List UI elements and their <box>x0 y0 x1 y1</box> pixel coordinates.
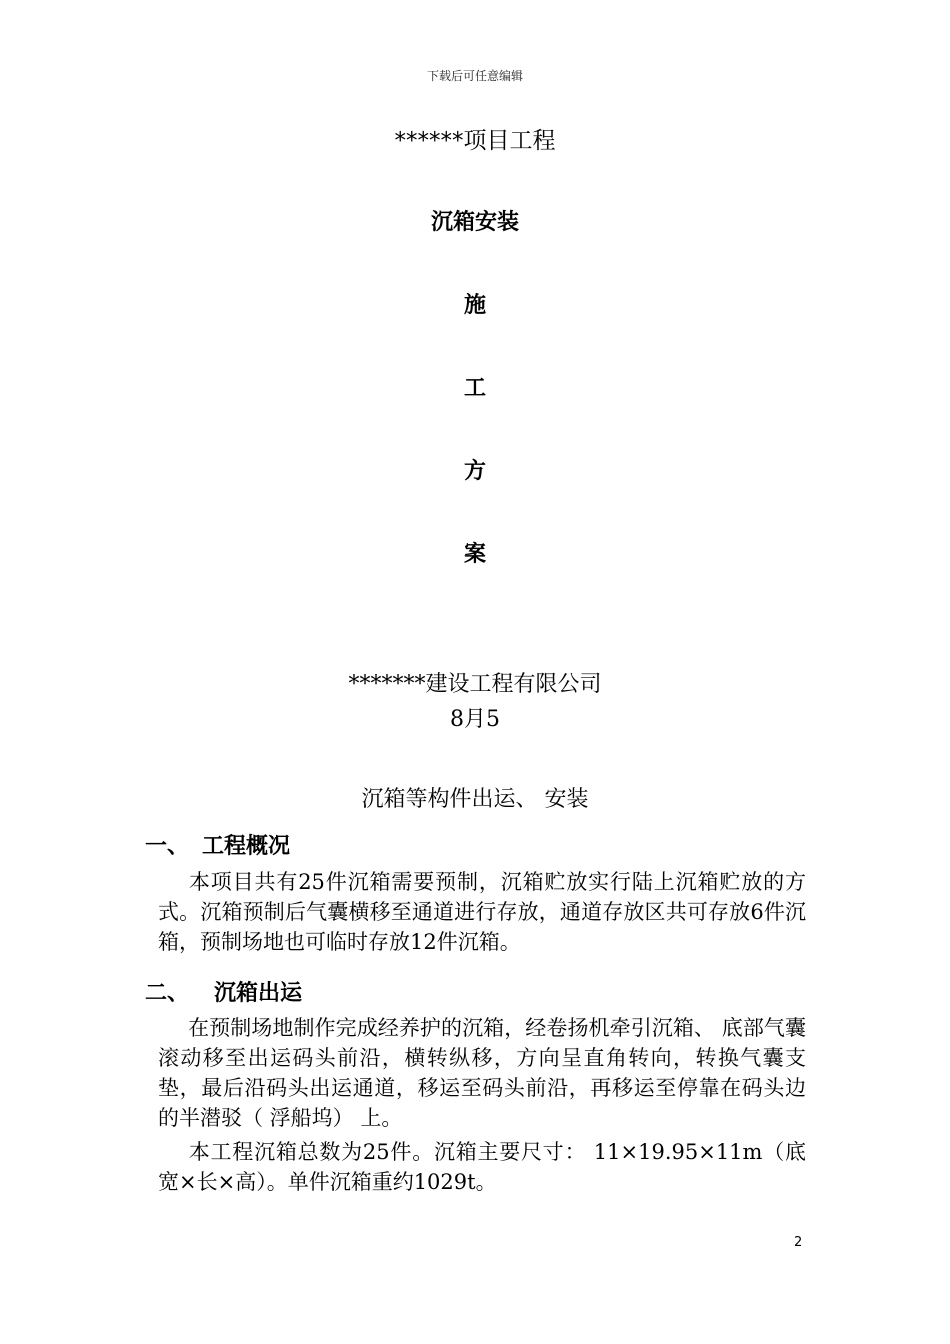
section-1-heading <box>145 829 290 860</box>
section-2-heading <box>145 976 302 1007</box>
section-1-title: 工程概况 <box>202 834 291 859</box>
project-title: ******项目工程 <box>394 128 556 154</box>
section-2-paragraph-2 <box>158 1137 806 1197</box>
cover-title-line-1: 沉箱安装 <box>430 210 519 235</box>
header-note: 下载后可任意编辑 <box>426 69 523 83</box>
page-number: 2 <box>794 1235 803 1250</box>
cover-title-line-3: 工 <box>463 376 486 401</box>
cover-title-line-4: 方 <box>463 459 486 484</box>
section-heading: 沉箱等构件出运、 安装 <box>361 787 589 812</box>
cover-title-line-2: 施 <box>463 293 486 318</box>
cover-date: 8月5 <box>450 707 500 732</box>
cover-title-line-5: 案 <box>463 542 486 567</box>
paragraph-text: 本工程沉箱总数为25件。沉箱主要尺寸： 11×19.95×11m（底宽×长×高）。单件沉箱重约1029t。 <box>158 1140 806 1194</box>
section-2-paragraph-1 <box>158 1013 806 1133</box>
section-1-number: 一、 <box>145 834 190 859</box>
paragraph-text: 本项目共有25件沉箱需要预制，沉箱贮放实行陆上沉箱贮放的方式。沉箱预制后气囊横移至通道进行存放，通道存放区共可存放6件沉箱，预制场地也可临时存放12件沉箱。 <box>158 870 806 954</box>
company-name: *******建设工程有限公司 <box>348 672 602 697</box>
section-2-title: 沉箱出运 <box>214 981 303 1006</box>
section-2-number: 二、 <box>145 981 190 1006</box>
section-1-paragraph-1 <box>158 867 806 957</box>
paragraph-text: 在预制场地制作完成经养护的沉箱，经卷扬机牵引沉箱、 底部气囊滚动移至出运码头前沿，横转纵移，方向呈直角转向，转换气囊支垫，最后沿码头出运通道，移运至码头前沿，再移运至停靠在码头边的半潜驳（ 浮船坞） 上。 <box>158 1016 806 1130</box>
